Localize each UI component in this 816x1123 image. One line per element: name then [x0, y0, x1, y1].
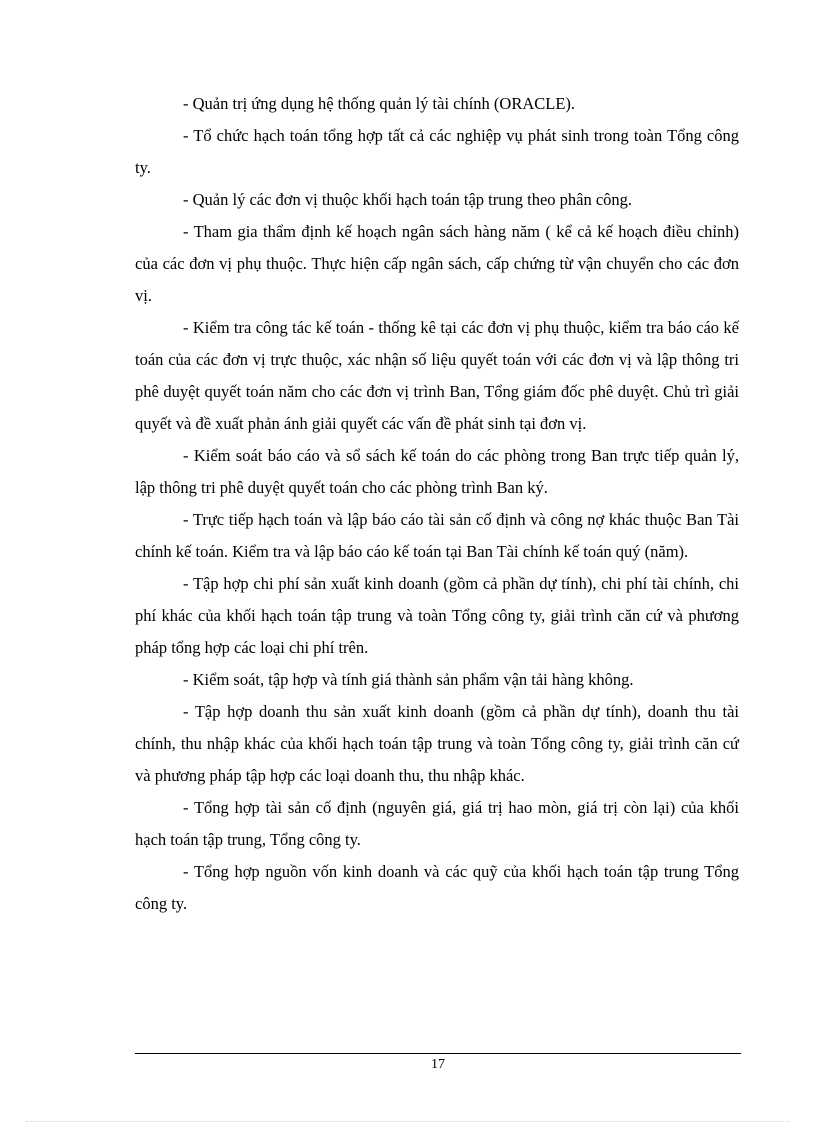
paragraph-unit-management: - Quản lý các đơn vị thuộc khối hạch toán tập trung theo phân công.: [183, 190, 633, 209]
paragraph-cost-control: - Kiểm soát, tập hợp và tính giá thành sản phẩm vận tải hàng không.: [183, 670, 634, 689]
paragraph-general-accounting: - Tổ chức hạch toán tổng hợp tất cả các nghiệp vụ phát sinh trong toàn Tổng công ty.: [135, 126, 739, 177]
paragraph-cost-aggregation: - Tập hợp chi phí sản xuất kinh doanh (gồm cả phần dự tính), chi phí tài chính, chi phí khác của khối hạch toán tập trung và toàn Tổng công ty, giải trình căn cứ và phương pháp tổng hợp các loại chi phí trên.: [135, 574, 739, 657]
page-bottom-edge: [26, 1121, 790, 1122]
paragraph-report-control: - Kiểm soát báo cáo và sổ sách kế toán do các phòng trong Ban trực tiếp quản lý, lập thông tri phê duyệt quyết toán cho các phòng trình Ban ký.: [135, 446, 739, 497]
paragraph-revenue-aggregation: - Tập hợp doanh thu sản xuất kinh doanh (gồm cả phần dự tính), doanh thu tài chính, thu nhập khác của khối hạch toán tập trung và toàn Tổng công ty, giải trình căn cứ và phương pháp tập hợp các loại doanh thu, thu nhập khác.: [135, 702, 739, 785]
paragraph-oracle: - Quản trị ứng dụng hệ thống quản lý tài chính (ORACLE).: [183, 94, 576, 113]
footer-divider: [135, 1053, 741, 1054]
paragraph-capital-funds: - Tổng hợp nguồn vốn kinh doanh và các quỹ của khối hạch toán tập trung Tổng công ty.: [135, 862, 739, 913]
paragraph-budget-appraisal: - Tham gia thẩm định kế hoạch ngân sách hàng năm ( kể cả kế hoạch điều chỉnh) của các đơn vị phụ thuộc. Thực hiện cấp ngân sách, cấp chứng từ vận chuyển cho các đơn vị.: [135, 222, 739, 305]
paragraph-fixed-assets-reporting: - Trực tiếp hạch toán và lập báo cáo tài sản cố định và công nợ khác thuộc Ban Tài chính kế toán. Kiểm tra và lập báo cáo kế toán tại Ban Tài chính kế toán quý (năm).: [135, 510, 739, 561]
paragraph-fixed-assets-summary: - Tổng hợp tài sản cố định (nguyên giá, giá trị hao mòn, giá trị còn lại) của khối hạch toán tập trung, Tổng công ty.: [135, 798, 739, 849]
page-number: 17: [431, 1057, 445, 1072]
document-body: [135, 88, 739, 920]
paragraph-accounting-inspection: - Kiểm tra công tác kế toán - thống kê tại các đơn vị phụ thuộc, kiểm tra báo cáo kế toán của các đơn vị trực thuộc, xác nhận số liệu quyết toán với các đơn vị và lập thông tri phê duyệt quyết toán năm cho các đơn vị trình Ban, Tổng giám đốc phê duyệt. Chủ trì giải quyết và đề xuất phản ánh giải quyết các vấn đề phát sinh tại đơn vị.: [135, 318, 739, 433]
